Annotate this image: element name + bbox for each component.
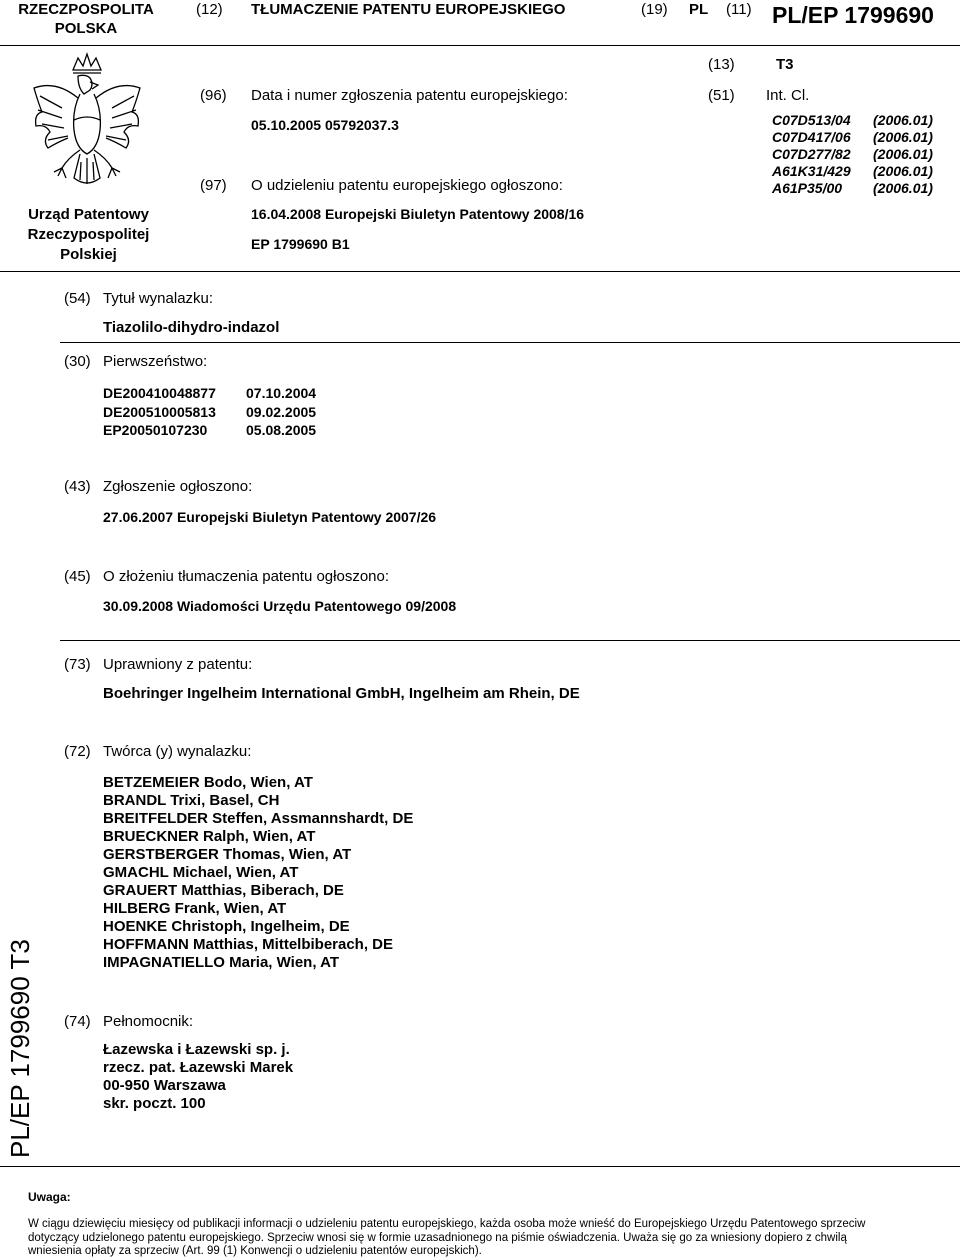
translation-pub-code: (45) xyxy=(64,568,91,585)
proprietor-code: (73) xyxy=(64,656,91,673)
priority-label: Pierwszeństwo: xyxy=(103,353,208,370)
footer-divider xyxy=(0,1166,960,1167)
title-divider xyxy=(60,342,960,343)
attorney-code: (74) xyxy=(64,1013,91,1030)
application-pub-label: Zgłoszenie ogłoszono: xyxy=(103,478,253,495)
country-code: PL xyxy=(689,1,709,18)
note-heading: Uwaga: xyxy=(28,1190,71,1204)
classification-label: Int. Cl. xyxy=(766,87,810,104)
kind-code: (13) xyxy=(708,56,735,73)
priority-dates: 07.10.2004 09.02.2005 05.08.2005 xyxy=(246,385,317,438)
title-label: Tytuł wynalazku: xyxy=(103,290,214,307)
header-divider xyxy=(0,45,960,46)
inventors-label: Twórca (y) wynalazku: xyxy=(103,743,252,760)
office-name: Urząd Patentowy Rzeczypospolitej Polskiej xyxy=(27,206,150,263)
inventors-list: BETZEMEIER Bodo, Wien, AT BRANDL Trixi, Basel, CH BREITFELDER Steffen, Assmannshardt, DE BRUECKNER Ralph, Wien, AT GERSTBERGER Thomas, Wien, AT GMACHL Michael, Wien, AT GRAUERT Matthias, Biberach, DE HILBERG Frank, Wien, AT HOENKE Christoph, Ingelheim, DE HOFFMANN Matthias, Mittelbiberach, DE IMPAGNATIELLO Maria, Wien, AT xyxy=(103,774,414,971)
kind-value: T3 xyxy=(776,56,794,73)
classification-dates: (2006.01) (2006.01) (2006.01) (2006.01) (2006.01) xyxy=(873,112,933,196)
grant-code: (97) xyxy=(200,177,227,194)
code-19: (19) xyxy=(641,1,668,18)
patent-number: PL/EP 1799690 xyxy=(772,2,934,28)
priority-numbers: DE200410048877 DE200510005813 EP20050107230 xyxy=(103,385,216,438)
priority-code: (30) xyxy=(64,353,91,370)
code-11: (11) xyxy=(726,1,752,18)
proprietor-label: Uprawniony z patentu: xyxy=(103,656,253,673)
country-name: RZECZPOSPOLITA POLSKA xyxy=(18,1,154,37)
classification-code: (51) xyxy=(708,87,735,104)
top-block-divider xyxy=(0,271,960,272)
invention-title: Tiazolilo-dihydro-indazol xyxy=(103,319,280,336)
polish-eagle-emblem xyxy=(28,50,146,200)
application-pub-code: (43) xyxy=(64,478,91,495)
filing-value: 05.10.2005 05792037.3 xyxy=(251,117,399,133)
filing-code: (96) xyxy=(200,87,227,104)
grant-label: O udzieleniu patentu europejskiego ogłoszono: xyxy=(251,177,563,194)
inventors-code: (72) xyxy=(64,743,91,760)
code-12: (12) xyxy=(196,1,223,18)
attorney-label: Pełnomocnik: xyxy=(103,1013,194,1030)
attorney-value: Łazewska i Łazewski sp. j. rzecz. pat. Łazewski Marek 00-950 Warszawa skr. poczt. 100 xyxy=(103,1041,294,1112)
translation-pub-label: O złożeniu tłumaczenia patentu ogłoszono: xyxy=(103,568,390,585)
proprietor-value: Boehringer Ingelheim International GmbH, Ingelheim am Rhein, DE xyxy=(103,685,580,702)
side-patent-label: PL/EP 1799690 T3 xyxy=(5,939,35,1158)
filing-label: Data i numer zgłoszenia patentu europejskiego: xyxy=(251,87,568,104)
note-text: W ciągu dziewięciu miesięcy od publikacji informacji o udzieleniu patentu europejskiego, każda osoba może wnieść do Europejskiego Urzędu Patentowego sprzeciw dotyczący udzielonego patentu europejskiego. Sprzeciw wnosi się w formie uzasadnionego na piśmie oświadczenia. Uważa się go za wniesiony dopiero z chwilą wniesienia opłaty za sprzeciw (Art. 99 (1) Konwencji o udzieleniu patentów europejskich). xyxy=(28,1218,866,1257)
ep-number: EP 1799690 B1 xyxy=(251,236,350,252)
title-code: (54) xyxy=(64,290,91,307)
translation-pub-value: 30.09.2008 Wiadomości Urzędu Patentowego 09/2008 xyxy=(103,598,457,614)
classification-codes: C07D513/04 C07D417/06 C07D277/82 A61K31/429 A61P35/00 xyxy=(772,112,851,196)
publication-divider xyxy=(60,640,960,641)
document-type: TŁUMACZENIE PATENTU EUROPEJSKIEGO xyxy=(251,1,566,18)
application-pub-value: 27.06.2007 Europejski Biuletyn Patentowy 2007/26 xyxy=(103,509,437,525)
grant-value: 16.04.2008 Europejski Biuletyn Patentowy 2008/16 xyxy=(251,206,585,222)
